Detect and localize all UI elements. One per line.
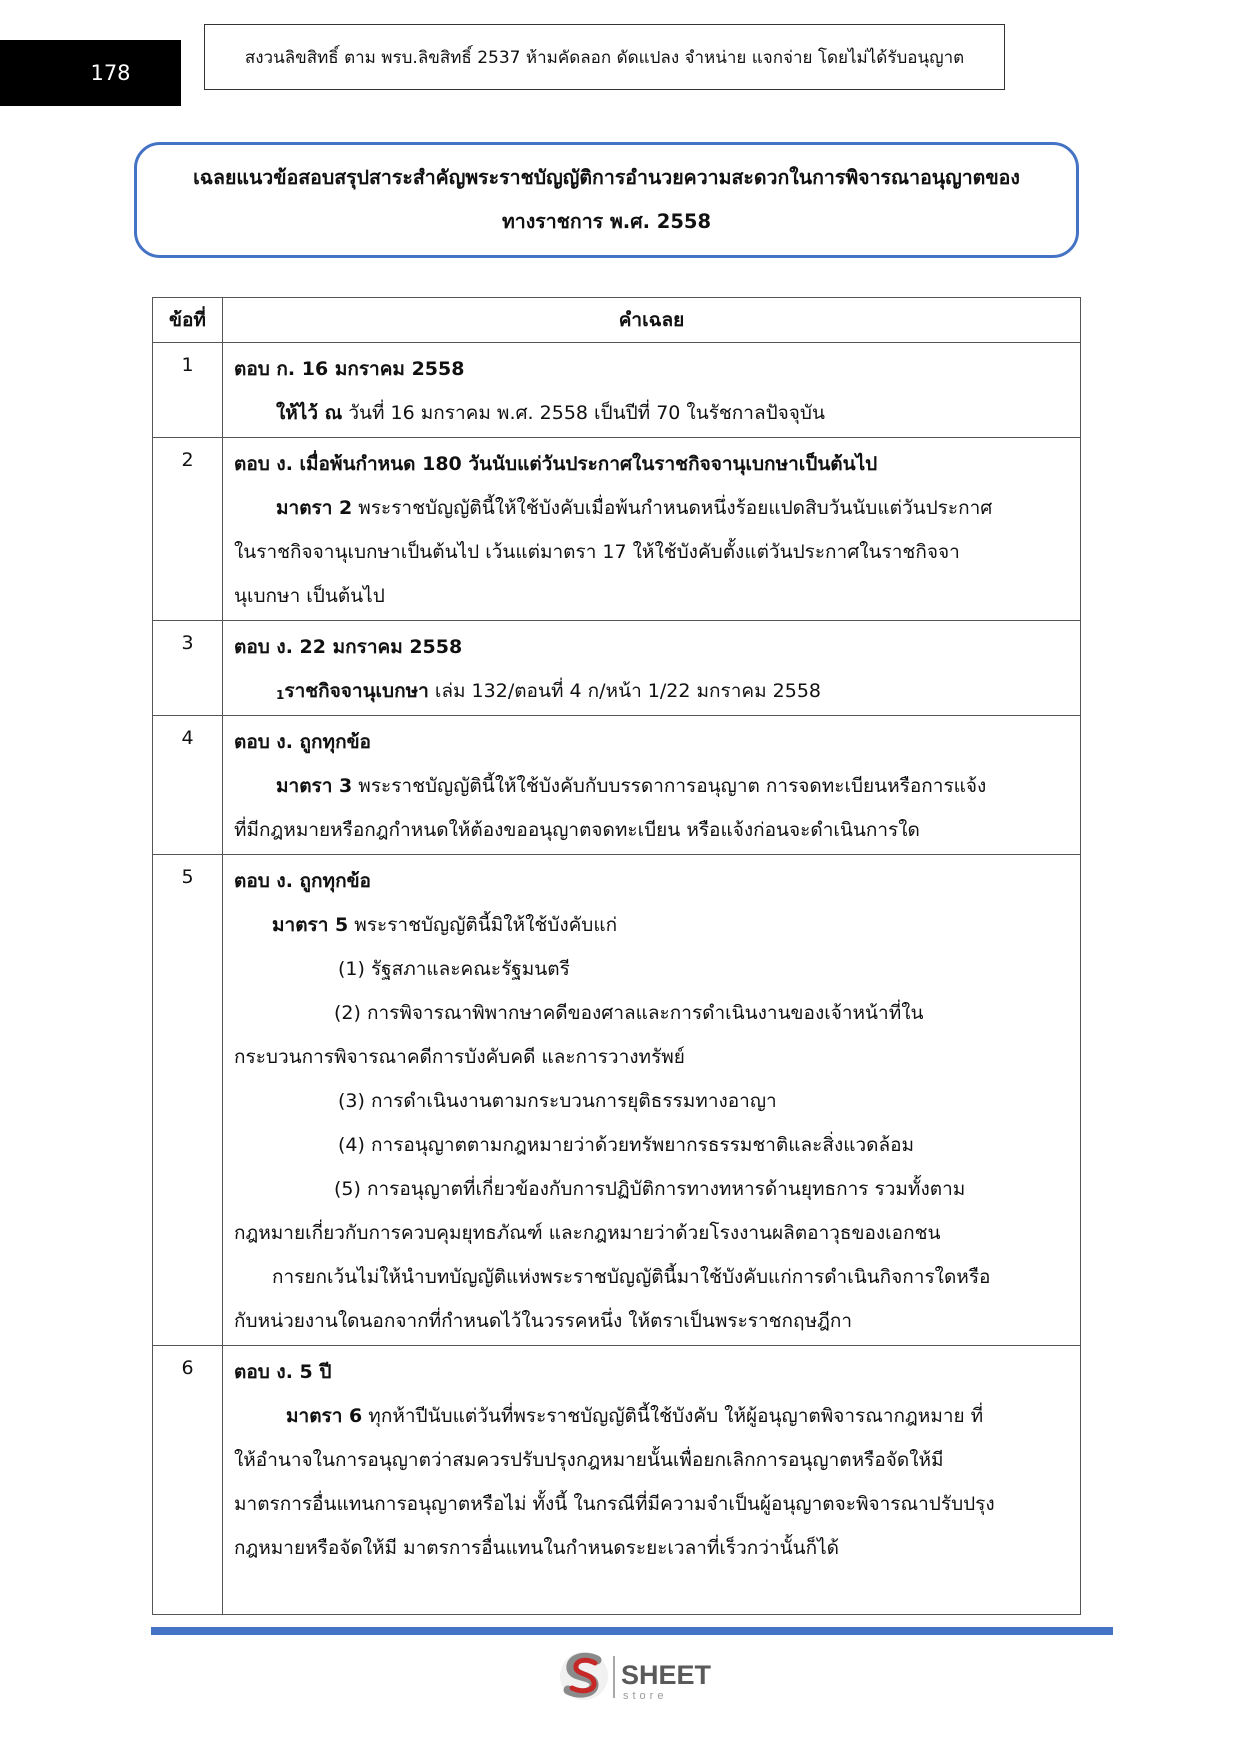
answer-line: ตอบ ง. 22 มกราคม 2558 (234, 636, 463, 658)
explanation-text: เล่ม 132/ตอนที่ 4 ก/หน้า 1/22 มกราคม 2558 (428, 680, 822, 702)
header-number: ข้อที่ (153, 298, 223, 343)
explanation-line: กฎหมายหรือจัดให้มี มาตรการอื่นแทนในกำหนดระยะเวลาที่เร็วกว่านั้นก็ได้ (234, 1537, 839, 1559)
explanation-line: นุเบกษา เป็นต้นไป (234, 585, 385, 607)
list-item-continuation: กฎหมายเกี่ยวกับการควบคุมยุทธภัณฑ์ และกฎหมายว่าด้วยโรงงานผลิตอาวุธของเอกชน (234, 1222, 941, 1244)
answer-table (152, 297, 1081, 1615)
explanation-text: ทุกห้าปีนับแต่วันที่พระราชบัญญัตินี้ใช้บังคับ ให้ผู้อนุญาตพิจารณากฎหมาย ที่ (362, 1405, 984, 1427)
row-content (223, 716, 1081, 855)
document-title (134, 142, 1079, 258)
row-content (223, 621, 1081, 716)
answer-line: ตอบ ง. เมื่อพ้นกำหนด 180 วันนับแต่วันประกาศในราชกิจจานุเบกษาเป็นต้นไป (234, 453, 878, 475)
row-number: 4 (153, 716, 223, 855)
row-number: 6 (153, 1346, 223, 1615)
explanation-line (234, 486, 1070, 530)
explanation-line: ที่มีกฎหมายหรือกฎกำหนดให้ต้องขออนุญาตจดทะเบียน หรือแจ้งก่อนจะดำเนินการใด (234, 819, 920, 841)
row-content (223, 1346, 1081, 1615)
list-item: (5) การอนุญาตที่เกี่ยวข้องกับการปฏิบัติการทางทหารด้านยุทธการ รวมทั้งตาม (334, 1178, 966, 1200)
answer-line: ตอบ ง. ถูกทุกข้อ (234, 731, 371, 753)
list-item: (2) การพิจารณาพิพากษาคดีของศาลและการดำเนินงานของเจ้าหน้าที่ใน (334, 1002, 924, 1024)
list-item-continuation: กระบวนการพิจารณาคดีการบังคับคดี และการวางทรัพย์ (234, 1046, 685, 1068)
bold-term: มาตรา 6 (286, 1405, 363, 1427)
explanation-text: พระราชบัญญัตินี้มิให้ใช้บังคับแก่ (348, 914, 618, 936)
bold-term: ให้ไว้ ณ (276, 402, 343, 424)
table-row (153, 855, 1081, 1346)
logo-main-text: SHEET (621, 1660, 712, 1690)
row-number: 5 (153, 855, 223, 1346)
explanation-line: การยกเว้นไม่ให้นำบทบัญญัติแห่งพระราชบัญญัตินี้มาใช้บังคับแก่การดำเนินกิจการใดหรือ (272, 1266, 991, 1288)
logo-sub-text: store (623, 1690, 668, 1702)
explanation-line: มาตรการอื่นแทนการอนุญาตหรือไม่ ทั้งนี้ ในกรณีที่มีความจำเป็นผู้อนุญาตจะพิจารณาปรับปรุง (234, 1493, 995, 1515)
row-content (223, 855, 1081, 1346)
explanation-line: กับหน่วยงานใดนอกจากที่กำหนดไว้ในวรรคหนึ่ง ให้ตราเป็นพระราชกฤษฎีกา (234, 1310, 853, 1332)
row-number: 1 (153, 343, 223, 438)
bold-term: มาตรา 2 (276, 497, 353, 519)
explanation-line (234, 391, 1070, 435)
row-number: 2 (153, 438, 223, 621)
explanation-line (234, 903, 1070, 947)
header-answer: คำเฉลย (223, 298, 1081, 343)
explanation-text: พระราชบัญญัตินี้ให้ใช้บังคับเมื่อพ้นกำหนดหนึ่งร้อยแปดสิบวันนับแต่วันประกาศ (352, 497, 993, 519)
answer-line: ตอบ ก. 16 มกราคม 2558 (234, 358, 465, 380)
copyright-notice: สงวนลิขสิทธิ์ ตาม พรบ.ลิขสิทธิ์ 2537 ห้ามคัดลอก ดัดแปลง จำหน่าย แจกจ่าย โดยไม่ได้รับอนุญาต (204, 24, 1005, 90)
explanation-text: พระราชบัญญัตินี้ให้ใช้บังคับกับบรรดาการอนุญาต การจดทะเบียนหรือการแจ้ง (352, 775, 987, 797)
sheet-store-logo (557, 1648, 727, 1704)
row-content (223, 343, 1081, 438)
bold-term: มาตรา 3 (276, 775, 353, 797)
footnote-marker: 1 (276, 688, 285, 702)
table-header-row (153, 298, 1081, 343)
explanation-line (234, 1394, 1070, 1438)
list-item: (1) รัฐสภาและคณะรัฐมนตรี (338, 958, 570, 980)
row-number: 3 (153, 621, 223, 716)
bold-term: มาตรา 5 (272, 914, 349, 936)
row-content (223, 438, 1081, 621)
table-row (153, 438, 1081, 621)
table-row (153, 716, 1081, 855)
list-item: (4) การอนุญาตตามกฎหมายว่าด้วยทรัพยากรธรรมชาติและสิ่งแวดล้อม (338, 1134, 915, 1156)
answer-line: ตอบ ง. ถูกทุกข้อ (234, 870, 371, 892)
explanation-line (234, 764, 1070, 808)
explanation-line (234, 669, 1070, 713)
explanation-line: ให้อำนาจในการอนุญาตว่าสมควรปรับปรุงกฎหมายนั้นเพื่อยกเลิกการอนุญาตหรือจัดให้มี (234, 1449, 944, 1471)
footer-divider (151, 1627, 1113, 1635)
bold-term: ราชกิจจานุเบกษา (284, 680, 429, 702)
explanation-line: ในราชกิจจานุเบกษาเป็นต้นไป เว้นแต่มาตรา 17 ให้ใช้บังคับตั้งแต่วันประกาศในราชกิจจา (234, 541, 960, 563)
table-row (153, 621, 1081, 716)
table-row (153, 343, 1081, 438)
title-line-1: เฉลยแนวข้อสอบสรุปสาระสำคัญพระราชบัญญัติการอำนวยความสะดวกในการพิจารณาอนุญาตของ (193, 166, 1020, 189)
page-number: 178 (0, 40, 181, 106)
answer-line: ตอบ ง. 5 ปี (234, 1361, 332, 1383)
title-line-2: ทางราชการ พ.ศ. 2558 (501, 210, 712, 233)
table-row (153, 1346, 1081, 1615)
list-item: (3) การดำเนินงานตามกระบวนการยุติธรรมทางอาญา (338, 1090, 777, 1112)
explanation-text: วันที่ 16 มกราคม พ.ศ. 2558 เป็นปีที่ 70 ในรัชกาลปัจจุบัน (342, 402, 825, 424)
logo-s-icon (560, 1652, 608, 1700)
